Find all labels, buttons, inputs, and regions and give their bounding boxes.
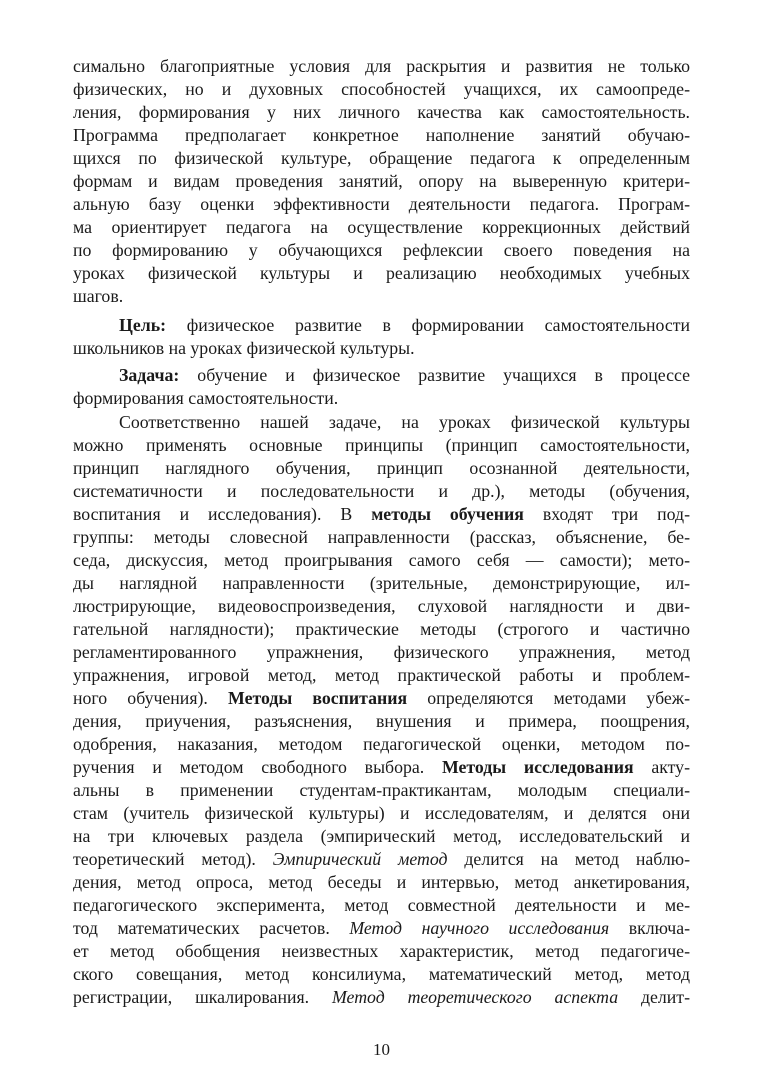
intro-line: по формированию у обучающихся рефлексии своего поведения на <box>73 240 690 260</box>
methods-line: теоретический метод). Эмпирический метод делится на метод наблю- <box>73 849 690 869</box>
intro-line: ления, формирования у них личного качества как самостоятельность. <box>73 102 690 122</box>
methods-line: упражнения, игровой метод, метод практической работы и проблем- <box>73 665 690 685</box>
intro-line: физических, но и духовных способностей учащихся, их самоопреде- <box>73 79 690 99</box>
research-methods-term: Методы исследования <box>441 757 634 777</box>
methods-line: ды наглядной направленности (зрительные, демонстрирующие, ил- <box>73 573 690 593</box>
methods-line: дения, приучения, разъяснения, внушения и примера, поощрения, <box>73 711 690 731</box>
methods-line: люстрирующие, видеовоспроизведения, слуховой наглядности и дви- <box>73 596 690 616</box>
methods-line: тод математических расчетов. Метод научного исследования включа- <box>73 918 691 938</box>
methods-line: Соответственно нашей задаче, на уроках физической культуры <box>119 412 690 432</box>
task-line: формирования самостоятельности. <box>73 388 339 408</box>
methods-line: регистрации, шкалирования. Метод теоретического аспекта делит- <box>73 987 690 1007</box>
methods-line: регламентированного упражнения, физического упражнения, метод <box>73 642 690 662</box>
methods-line: систематичности и последовательности и др.), методы (обучения, <box>73 481 690 501</box>
goal-text: физическое развитие в формировании самостоятельности <box>166 315 690 335</box>
goal-line <box>119 314 690 336</box>
intro-line: Программа предполагает конкретное наполнение занятий обучаю- <box>73 125 690 145</box>
intro-line: уроках физической культуры и реализацию необходимых учебных <box>73 263 690 283</box>
methods-line: гательной наглядности); практические методы (строгого и частично <box>73 619 690 639</box>
methods-line: дения, метод опроса, метод беседы и интервью, метод анкетирования, <box>73 872 690 892</box>
methods-line: на три ключевых раздела (эмпирический метод, исследовательский и <box>73 826 690 846</box>
methods-line: одобрения, наказания, методом педагогической оценки, методом по- <box>73 734 690 754</box>
methods-line: педагогического эксперимента, метод совместной деятельности и ме- <box>73 895 690 915</box>
teaching-methods-term: методы обучения <box>371 504 524 524</box>
theoretical-aspect-method-term: Метод теоретического аспекта <box>331 987 619 1007</box>
task-label: Задача: <box>119 365 180 385</box>
intro-line: симально благоприятные условия для раскрытия и развития не только <box>73 56 690 76</box>
methods-line: ского совещания, метод консилиума, математический метод, метод <box>73 964 690 984</box>
page-number: 10 <box>373 1040 390 1059</box>
methods-line: ручения и методом свободного выбора. Методы исследования акту- <box>73 757 690 777</box>
empirical-method-term: Эмпирический метод <box>272 849 448 869</box>
methods-line: можно применять основные принципы (принцип самостоятельности, <box>73 435 690 455</box>
methods-line: альны в применении студентам-практикантам, молодым специали- <box>73 780 690 800</box>
methods-line: ет метод обобщения неизвестных характеристик, метод педагогиче- <box>73 941 690 961</box>
goal-label: Цель: <box>119 315 167 335</box>
task-text: обучение и физическое развитие учащихся в процессе <box>179 365 690 385</box>
task-line <box>119 364 690 386</box>
goal-line: школьников на уроках физической культуры. <box>73 338 415 358</box>
methods-line: ного обучения). Методы воспитания определяются методами убеж- <box>73 688 690 708</box>
methods-line: стам (учитель физической культуры) и исследователям, и делятся они <box>73 803 690 823</box>
methods-line: воспитания и исследования). В методы обучения входят три под- <box>73 504 690 524</box>
methods-line: группы: методы словесной направленности (рассказ, объяснение, бе- <box>73 527 690 547</box>
methods-line: седа, дискуссия, метод проигрывания самого себя — самости); мето- <box>73 550 690 570</box>
intro-line: формам и видам проведения занятий, опору на выверенную критери- <box>73 171 690 191</box>
intro-line: шагов. <box>73 286 124 306</box>
intro-line: альную базу оценки эффективности деятельности педагога. Програм- <box>73 194 690 214</box>
upbringing-methods-term: Методы воспитания <box>228 688 408 708</box>
methods-line: принцип наглядного обучения, принцип осознанной деятельности, <box>73 458 690 478</box>
intro-line: ма ориентирует педагога на осуществление коррекционных действий <box>73 217 690 237</box>
scientific-research-method-term: Метод научного исследования <box>349 918 610 938</box>
intro-line: щихся по физической культуре, обращение педагога к определенным <box>73 148 690 168</box>
